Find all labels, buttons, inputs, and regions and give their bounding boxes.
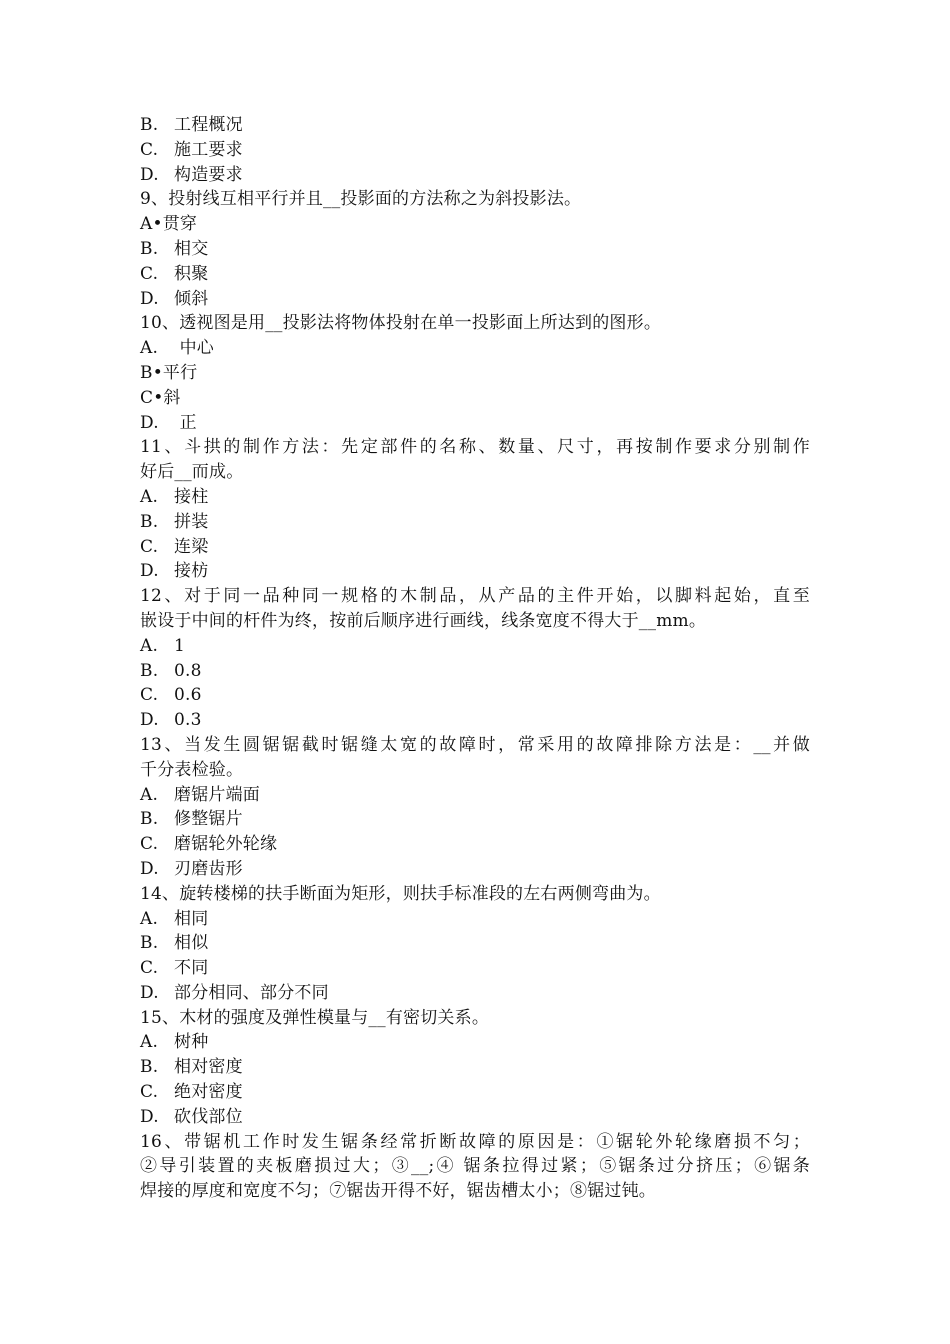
option-letter: C. (140, 536, 159, 557)
option-text: 接枋 (174, 561, 209, 582)
option-line (140, 931, 810, 956)
option-line (140, 287, 810, 312)
option-line (140, 807, 810, 832)
option-text: 0.3 (174, 710, 202, 731)
option-text: 相同 (174, 908, 209, 929)
question-line: 好后__而成。 (140, 462, 244, 483)
option-text: 1 (174, 635, 186, 656)
option-line (140, 1105, 810, 1130)
option-line (140, 1080, 810, 1105)
question-text: 14、旋转楼梯的扶手断面为矩形，则扶手标准段的左右两侧弯曲为。 (140, 883, 661, 904)
option-text: 接柱 (174, 486, 209, 507)
option-text: 相似 (174, 933, 209, 954)
option-text: 刃磨齿形 (174, 858, 243, 879)
option-letter: B. (140, 115, 159, 135)
question-block (140, 733, 810, 783)
option-text: 拼装 (174, 511, 209, 532)
option-letter: D. (140, 288, 159, 309)
option-letter: D. (140, 561, 159, 582)
option-line (140, 832, 810, 857)
question-text: 9、投射线互相平行并且__投影面的方法称之为斜投影法。 (140, 189, 582, 210)
option-letter: C. (140, 685, 159, 706)
option-line (140, 336, 810, 361)
option-line (140, 510, 810, 535)
option-letter: A. (140, 908, 159, 929)
option-line (140, 956, 810, 981)
option-line (140, 634, 810, 659)
option-line: C•斜 (140, 387, 181, 408)
option-text: 0.8 (174, 660, 202, 681)
option-text: 不同 (174, 958, 209, 979)
option-line (140, 659, 810, 684)
option-letter: C. (140, 958, 159, 979)
option-letter: A. (140, 784, 159, 805)
option-line (140, 907, 810, 932)
option-text: 绝对密度 (174, 1082, 243, 1103)
question-text: 15、木材的强度及弹性模量与__有密切关系。 (140, 1007, 490, 1028)
option-line: A•贯穿 (140, 214, 198, 235)
option-letter: D. (140, 1106, 159, 1127)
option-line (140, 113, 810, 138)
option-letter: C. (140, 834, 159, 855)
option-letter: C. (140, 1082, 159, 1103)
option-letter: C. (140, 263, 159, 284)
option-line (140, 163, 810, 188)
option-line (140, 262, 810, 287)
option-text: 倾斜 (174, 288, 209, 309)
option-text: 构造要求 (174, 164, 243, 185)
question-line: 16、带锯机工作时发生锯条经常折断故障的原因是：①锯轮外轮缘磨损不匀； (140, 1131, 810, 1152)
option-line: B•平行 (140, 362, 198, 383)
document-page (140, 113, 810, 1204)
option-line (140, 485, 810, 510)
option-text: 相对密度 (174, 1057, 243, 1078)
option-line (140, 683, 810, 708)
option-letter: B. (140, 511, 159, 532)
option-letter: B. (140, 1057, 159, 1078)
option-text: 工程概况 (174, 115, 243, 135)
option-letter: C. (140, 139, 159, 160)
option-line (140, 535, 810, 560)
option-letter: D. (140, 982, 159, 1003)
option-text: 中心 (174, 338, 215, 359)
option-line (140, 237, 810, 262)
option-text: 砍伐部位 (174, 1106, 243, 1127)
option-letter: D. (140, 858, 159, 879)
option-line (140, 411, 810, 436)
option-letter: D. (140, 710, 159, 731)
question-block (140, 1130, 810, 1204)
option-text: 连梁 (174, 536, 209, 557)
option-text: 修整锯片 (174, 809, 243, 830)
option-letter: B. (140, 809, 159, 830)
option-line (140, 857, 810, 882)
option-letter: A. (140, 635, 159, 656)
question-line: 11、斗拱的制作方法：先定部件的名称、数量、尺寸，再按制作要求分别制作 (140, 437, 810, 458)
option-line (140, 1030, 810, 1055)
option-text: 树种 (174, 1032, 209, 1053)
question-line: ②导引装置的夹板磨损过大；③__;④ 锯条拉得过紧；⑤锯条过分挤压；⑥锯条 (140, 1156, 810, 1177)
option-text: 磨锯轮外轮缘 (174, 834, 278, 855)
option-line (140, 559, 810, 584)
option-letter: B. (140, 660, 159, 681)
option-letter: D. (140, 412, 159, 433)
question-line: 千分表检验。 (140, 759, 244, 780)
option-line (140, 708, 810, 733)
question-block (140, 584, 810, 634)
option-letter: B. (140, 933, 159, 954)
option-line (140, 981, 810, 1006)
question-line: 嵌设于中间的杆件为终，按前后顺序进行画线，线条宽度不得大于__mm。 (140, 610, 707, 631)
question-text: 10、透视图是用__投影法将物体投射在单一投影面上所达到的图形。 (140, 313, 662, 334)
option-letter: A. (140, 1032, 159, 1053)
option-text: 积聚 (174, 263, 209, 284)
option-letter: D. (140, 164, 159, 185)
question-line: 焊接的厚度和宽度不匀；⑦锯齿开得不好，锯齿槽太小；⑧锯过钝。 (140, 1181, 656, 1202)
option-text: 磨锯片端面 (174, 784, 260, 805)
option-text: 正 (174, 412, 197, 433)
option-text: 部分相同、部分不同 (174, 982, 329, 1003)
option-line (140, 783, 810, 808)
question-block (140, 435, 810, 485)
option-letter: B. (140, 238, 159, 259)
option-text: 施工要求 (174, 139, 243, 160)
question-line: 13、当发生圆锯锯截时锯缝太宽的故障时，常采用的故障排除方法是：__并做 (140, 734, 810, 755)
option-letter: A. (140, 486, 159, 507)
option-letter: A. (140, 338, 159, 359)
option-line (140, 138, 810, 163)
question-line: 12、对于同一品种同一规格的木制品，从产品的主件开始，以脚料起始，直至 (140, 586, 810, 607)
option-text: 0.6 (174, 685, 202, 706)
option-line (140, 1055, 810, 1080)
option-text: 相交 (174, 238, 209, 259)
